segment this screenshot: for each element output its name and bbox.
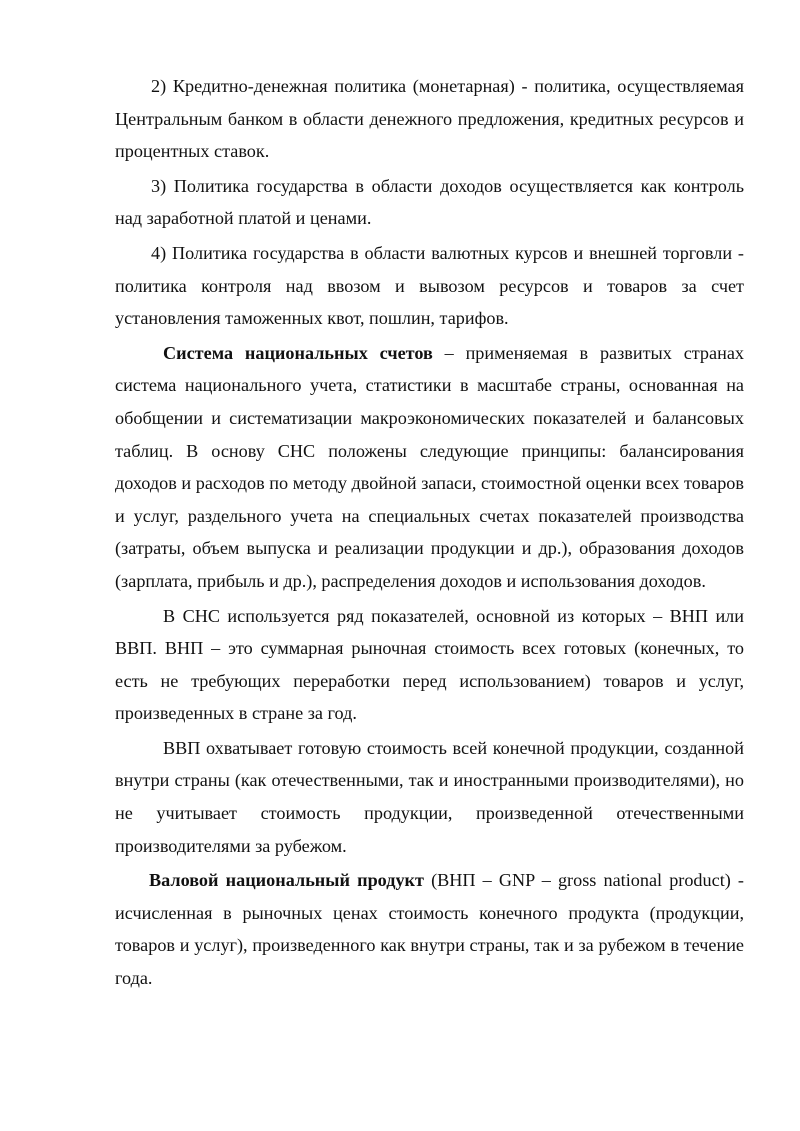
sna-definition-text: – применяемая в развитых странах система национального учета, статистики в масштабе страны, основанная на обобщении и систематизации макроэкономических показателей и балансовых таблиц. В основу СНС положены следующие принципы: балансирования доходов и расходов по методу двойной запаси, стоимостной оценки всех товаров и услуг, раздельного учета на специальных счетах показателей производства (затраты, объем выпуска и реализации продукции и др.), образования доходов (зарплата, прибыль и др.), распределения доходов и использования доходов. — [115, 342, 744, 591]
term-gnp: Валовой национальный продукт — [149, 870, 424, 891]
paragraph-trade-policy: 4) Политика государства в области валютных курсов и внешней торговли - политика контроля над ввозом и вывозом ресурсов и товаров за счет установления таможенных квот, пошлин, тарифов. — [115, 242, 744, 329]
paragraph-gnp-definition — [115, 864, 744, 994]
paragraph-sna-indicators: В СНС используется ряд показателей, основной из которых – ВНП или ВВП. ВНП – это суммарная рыночная стоимость всех готовых (конечных, то есть не требующих переработки перед использованием) товаров и услуг, произведенных в стране за год. — [115, 605, 744, 724]
paragraph-monetary-policy: 2) Кредитно-денежная политика (монетарная) - политика, осуществляемая Центральным банком в области денежного предложения, кредитных ресурсов и процентных ставок. — [115, 76, 744, 162]
paragraph-income-policy: 3) Политика государства в области доходов осуществляется как контроль над заработной платой и ценами. — [115, 175, 744, 229]
paragraph-sna-definition — [115, 337, 744, 598]
gnp-definition-text: (ВНП – GNP – gross national product) - исчисленная в рыночных ценах стоимость конечного продукта (продукции, товаров и услуг), произведенного как внутри страны, так и за рубежом в течение года. — [115, 870, 744, 989]
term-sna: Система национальных счетов — [163, 342, 433, 363]
paragraph-gdp: ВВП охватывает готовую стоимость всей конечной продукции, созданной внутри страны (как отечественными, так и иностранными производителями), но не учитывает стоимость продукции, произведенной отечественными производителями за рубежом. — [115, 737, 744, 856]
